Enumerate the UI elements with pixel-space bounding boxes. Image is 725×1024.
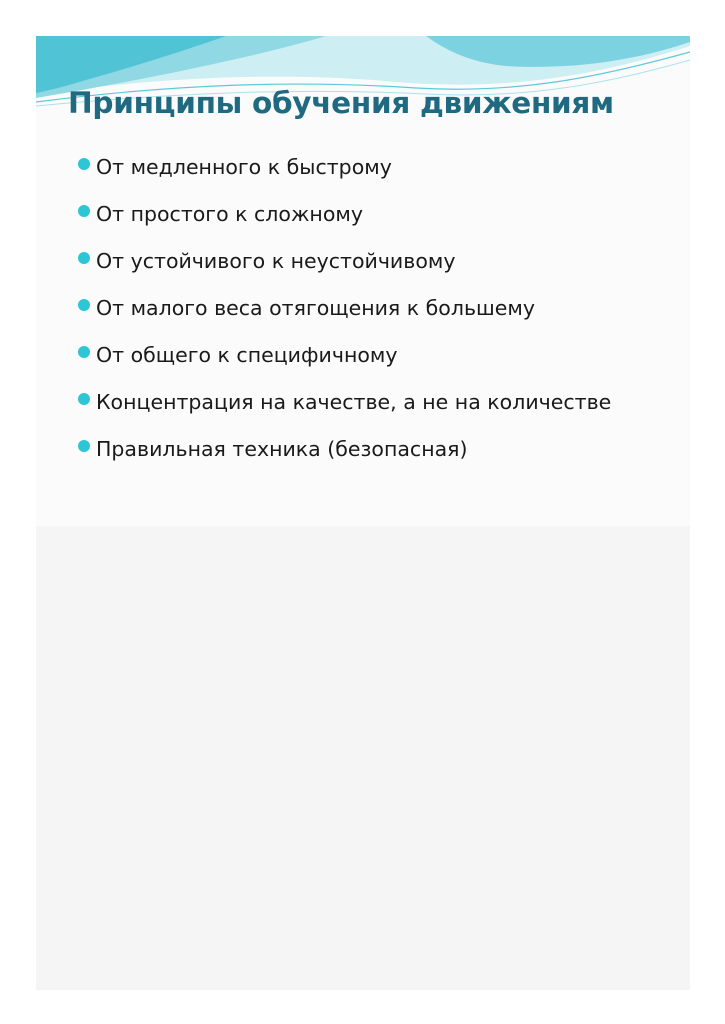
bullet-text: Правильная техника (безопасная) [96,437,468,461]
bullet-list [78,146,678,475]
slide-title: Принципы обучения движениям [68,86,614,120]
list-item [78,428,678,470]
list-item [78,334,678,376]
bullet-dot-icon [78,158,90,170]
slide [36,36,690,526]
bullet-dot-icon [78,299,90,311]
list-item [78,240,678,282]
bullet-dot-icon [78,440,90,452]
bullet-dot-icon [78,393,90,405]
bullet-text: Концентрация на качестве, а не на количестве [96,390,612,414]
bullet-text: От устойчивого к неустойчивому [96,249,456,273]
bullet-text: От медленного к быстрому [96,155,392,179]
list-item [78,193,678,235]
bullet-text: От малого веса отягощения к большему [96,296,535,320]
list-item [78,381,678,423]
bullet-dot-icon [78,205,90,217]
list-item [78,146,678,188]
bullet-dot-icon [78,346,90,358]
list-item [78,287,678,329]
bullet-dot-icon [78,252,90,264]
bullet-text: От простого к сложному [96,202,363,226]
document-page [36,36,690,990]
bullet-text: От общего к специфичному [96,343,398,367]
